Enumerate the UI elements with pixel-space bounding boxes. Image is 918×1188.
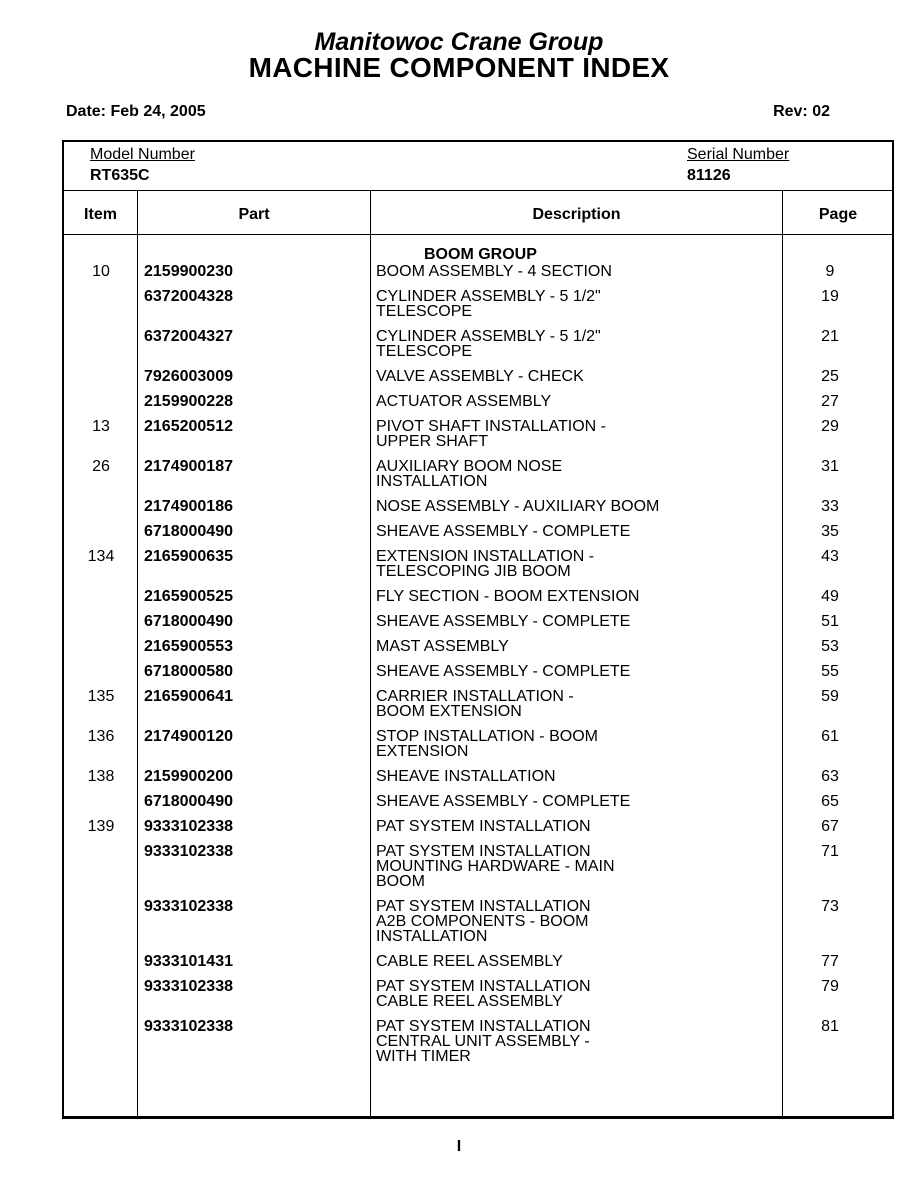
row-description-line: TELESCOPE: [376, 343, 473, 360]
row-description-line: ACTUATOR ASSEMBLY: [376, 393, 552, 410]
row-part-number: 2174900187: [144, 458, 233, 475]
row-description: [376, 419, 776, 449]
row-page-number: 49: [821, 588, 839, 605]
row-item-number: 139: [87, 818, 115, 835]
serial-number-value: 81126: [687, 167, 731, 184]
row-page-number: 21: [821, 328, 839, 345]
row-description-line: NOSE ASSEMBLY - AUXILIARY BOOM: [376, 498, 660, 515]
row-page-number: 53: [821, 638, 839, 655]
group-title: BOOM GROUP: [424, 246, 537, 263]
row-description-line: CYLINDER ASSEMBLY - 5 1/2": [376, 288, 601, 305]
row-item-number: 135: [87, 688, 115, 705]
row-description-line: PAT SYSTEM INSTALLATION: [376, 818, 591, 835]
row-part-number: 9333102338: [144, 978, 233, 995]
row-description-line: SHEAVE ASSEMBLY - COMPLETE: [376, 613, 631, 630]
row-part-number: 6372004327: [144, 328, 233, 345]
row-page-number: 51: [821, 613, 839, 630]
table-body: [64, 142, 892, 1116]
row-description-line: CENTRAL UNIT ASSEMBLY -: [376, 1033, 590, 1050]
row-page-number: 35: [821, 523, 839, 540]
row-item-number: 10: [92, 263, 110, 280]
row-description-line: MAST ASSEMBLY: [376, 638, 509, 655]
row-description: [376, 549, 776, 579]
column-header-part: Part: [238, 206, 270, 223]
row-page-number: 79: [821, 978, 839, 995]
row-description-line: FLY SECTION - BOOM EXTENSION: [376, 588, 640, 605]
company-name: Manitowoc Crane Group: [314, 28, 604, 56]
row-description: [376, 329, 776, 359]
row-description: [376, 819, 776, 834]
row-part-number: 2165900635: [144, 548, 233, 565]
row-page-number: 33: [821, 498, 839, 515]
row-description-line: TELESCOPING JIB BOOM: [376, 563, 571, 580]
row-item-number: 13: [92, 418, 110, 435]
row-part-number: 2159900230: [144, 263, 233, 280]
row-item-number: 138: [87, 768, 115, 785]
row-description: [376, 524, 776, 539]
model-number-value: RT635C: [90, 167, 150, 184]
row-item-number: 134: [87, 548, 115, 565]
row-part-number: 9333102338: [144, 818, 233, 835]
row-part-number: 2165900525: [144, 588, 233, 605]
document-date: Date: Feb 24, 2005: [66, 103, 206, 120]
row-description: [376, 289, 776, 319]
row-description-line: PAT SYSTEM INSTALLATION: [376, 1018, 591, 1035]
row-description-line: CABLE REEL ASSEMBLY: [376, 953, 563, 970]
row-description-line: INSTALLATION: [376, 473, 488, 490]
row-part-number: 2165900553: [144, 638, 233, 655]
row-description: [376, 954, 776, 969]
row-description-line: TELESCOPE: [376, 303, 473, 320]
row-part-number: 6718000490: [144, 613, 233, 630]
row-part-number: 2159900228: [144, 393, 233, 410]
row-description-line: BOOM: [376, 873, 425, 890]
row-page-number: 19: [821, 288, 839, 305]
row-description: [376, 264, 776, 279]
row-description-line: VALVE ASSEMBLY - CHECK: [376, 368, 584, 385]
row-description: [376, 664, 776, 679]
row-page-number: 59: [821, 688, 839, 705]
row-description-line: UPPER SHAFT: [376, 433, 489, 450]
row-description: [376, 769, 776, 784]
row-item-number: 26: [92, 458, 110, 475]
row-part-number: 6718000580: [144, 663, 233, 680]
row-part-number: 7926003009: [144, 368, 233, 385]
column-header-item: Item: [84, 206, 117, 223]
row-description: [376, 844, 776, 889]
row-description-line: EXTENSION INSTALLATION -: [376, 548, 595, 565]
row-description-line: AUXILIARY BOOM NOSE: [376, 458, 563, 475]
row-part-number: 2174900120: [144, 728, 233, 745]
row-description-line: WITH TIMER: [376, 1048, 471, 1065]
row-page-number: 63: [821, 768, 839, 785]
row-description: [376, 589, 776, 604]
row-page-number: 77: [821, 953, 839, 970]
row-description-line: PIVOT SHAFT INSTALLATION -: [376, 418, 606, 435]
row-part-number: 9333102338: [144, 1018, 233, 1035]
row-page-number: 65: [821, 793, 839, 810]
row-description: [376, 794, 776, 809]
row-description-line: BOOM ASSEMBLY - 4 SECTION: [376, 263, 612, 280]
row-description: [376, 394, 776, 409]
row-description-line: PAT SYSTEM INSTALLATION: [376, 843, 591, 860]
row-description: [376, 369, 776, 384]
serial-number-label: Serial Number: [687, 146, 790, 163]
row-page-number: 61: [821, 728, 839, 745]
row-part-number: 6718000490: [144, 523, 233, 540]
row-description-line: SHEAVE INSTALLATION: [376, 768, 556, 785]
row-part-number: 9333102338: [144, 843, 233, 860]
row-page-number: 71: [821, 843, 839, 860]
row-page-number: 25: [821, 368, 839, 385]
row-description-line: BOOM EXTENSION: [376, 703, 522, 720]
component-index-table: [62, 140, 894, 1119]
row-description-line: EXTENSION: [376, 743, 469, 760]
row-description-line: CABLE REEL ASSEMBLY: [376, 993, 563, 1010]
row-description: [376, 499, 776, 514]
row-page-number: 31: [821, 458, 839, 475]
row-description: [376, 614, 776, 629]
row-description: [376, 729, 776, 759]
column-header-page: Page: [818, 206, 858, 223]
row-part-number: 6372004328: [144, 288, 233, 305]
column-header-description: Description: [532, 206, 621, 223]
row-part-number: 2165900641: [144, 688, 233, 705]
row-page-number: 43: [821, 548, 839, 565]
row-item-number: 136: [87, 728, 115, 745]
row-description: [376, 689, 776, 719]
model-number-label: Model Number: [90, 146, 195, 163]
row-description-line: INSTALLATION: [376, 928, 488, 945]
row-description-line: SHEAVE ASSEMBLY - COMPLETE: [376, 793, 631, 810]
row-description: [376, 459, 776, 489]
row-description-line: CARRIER INSTALLATION -: [376, 688, 574, 705]
row-description: [376, 639, 776, 654]
row-page-number: 81: [821, 1018, 839, 1035]
row-description-line: STOP INSTALLATION - BOOM: [376, 728, 598, 745]
document-title: MACHINE COMPONENT INDEX: [248, 52, 670, 83]
row-description-line: A2B COMPONENTS - BOOM: [376, 913, 589, 930]
row-part-number: 2174900186: [144, 498, 233, 515]
page-number: I: [456, 1138, 462, 1155]
row-page-number: 29: [821, 418, 839, 435]
row-description-line: MOUNTING HARDWARE - MAIN: [376, 858, 615, 875]
row-part-number: 9333101431: [144, 953, 233, 970]
row-page-number: 9: [825, 263, 835, 280]
row-page-number: 55: [821, 663, 839, 680]
document-revision: Rev: 02: [773, 103, 830, 120]
row-description: [376, 1019, 776, 1064]
row-page-number: 67: [821, 818, 839, 835]
row-description: [376, 899, 776, 944]
row-page-number: 27: [821, 393, 839, 410]
row-page-number: 73: [821, 898, 839, 915]
row-description-line: SHEAVE ASSEMBLY - COMPLETE: [376, 663, 631, 680]
row-part-number: 6718000490: [144, 793, 233, 810]
row-description: [376, 979, 776, 1009]
row-part-number: 2159900200: [144, 768, 233, 785]
row-part-number: 2165200512: [144, 418, 233, 435]
row-description-line: PAT SYSTEM INSTALLATION: [376, 978, 591, 995]
row-description-line: PAT SYSTEM INSTALLATION: [376, 898, 591, 915]
row-description-line: CYLINDER ASSEMBLY - 5 1/2": [376, 328, 601, 345]
row-part-number: 9333102338: [144, 898, 233, 915]
row-description-line: SHEAVE ASSEMBLY - COMPLETE: [376, 523, 631, 540]
